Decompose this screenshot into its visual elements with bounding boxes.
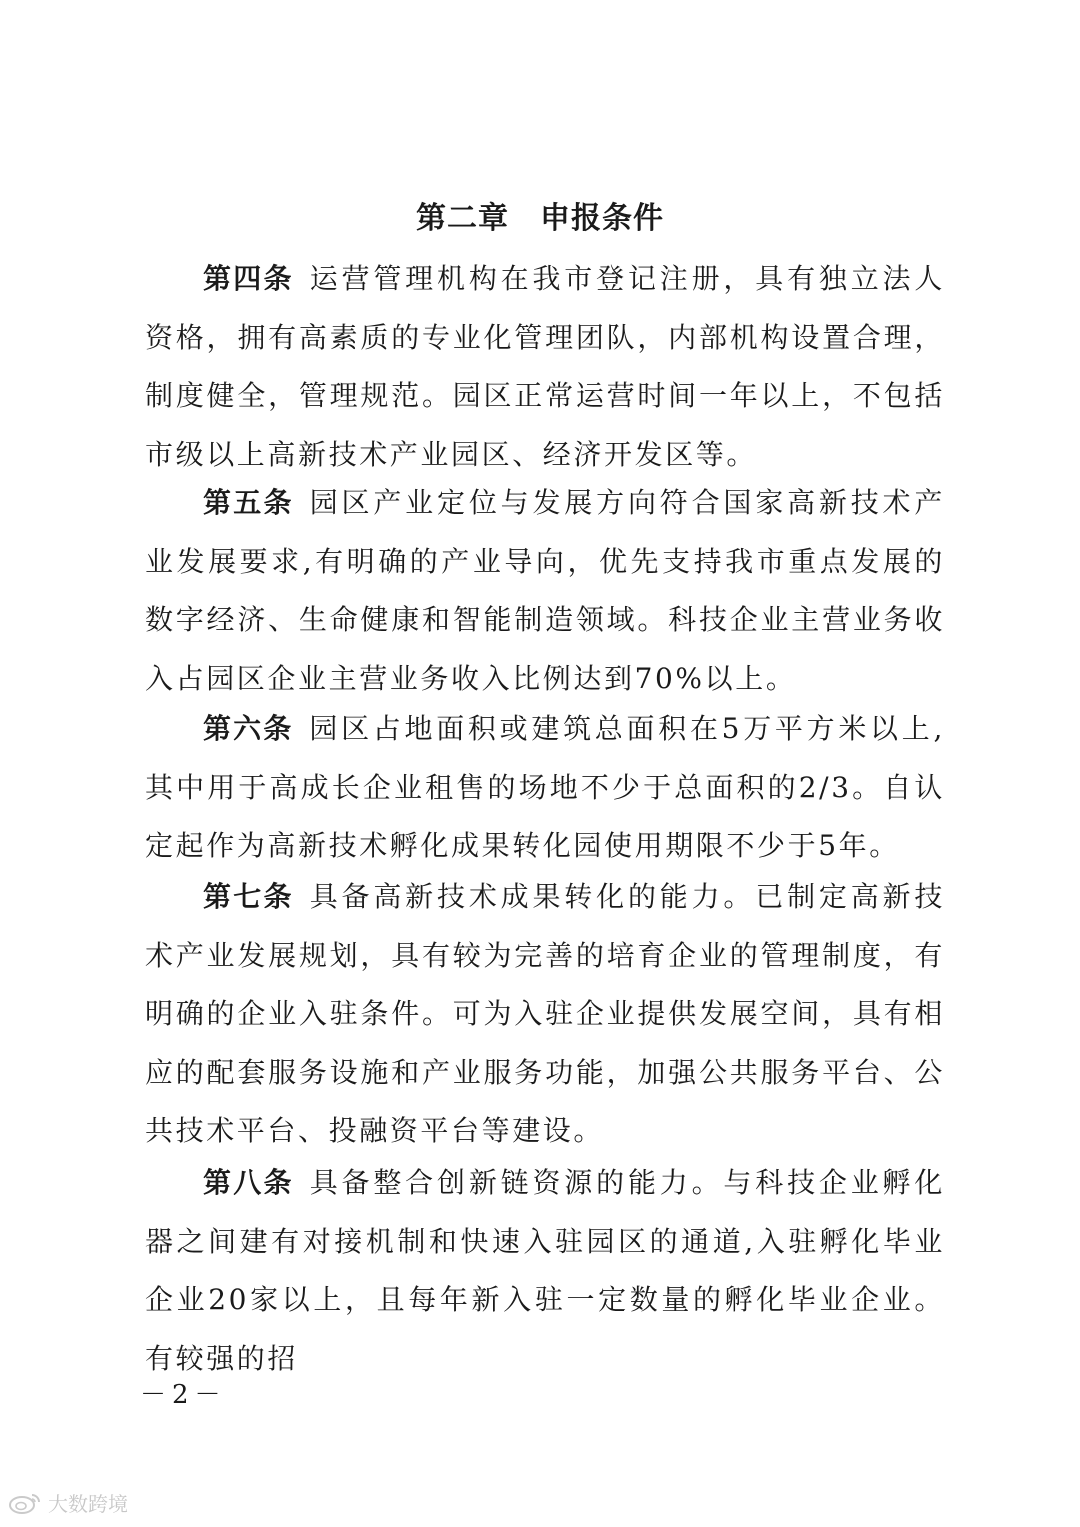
article-number: 第八条 [203, 1166, 294, 1199]
article-4 [145, 250, 945, 484]
article-text: 园区产业定位与发展方向符合国家高新技术产业发展要求,有明确的产业导向，优先支持我市重点发展的数字经济、生命健康和智能制造领域。科技企业主营业务收入占园区企业主营业务收入比例达到70%以上。 [145, 486, 945, 695]
chapter-title: 第二章 申报条件 [416, 201, 664, 236]
article-number: 第七条 [203, 880, 294, 913]
article-text: 运营管理机构在我市登记注册，具有独立法人资格，拥有高素质的专业化管理团队，内部机构设置合理，制度健全，管理规范。园区正常运营时间一年以上，不包括市级以上高新技术产业园区、经济开发区等。 [145, 262, 945, 471]
watermark-text: 大数跨境 [48, 1492, 128, 1516]
article-6 [145, 700, 945, 876]
article-8 [145, 1154, 945, 1388]
watermark [8, 1488, 128, 1517]
article-7 [145, 868, 945, 1161]
article-5 [145, 474, 945, 708]
article-number: 第六条 [203, 712, 294, 745]
article-text: 具备整合创新链资源的能力。与科技企业孵化器之间建有对接机制和快速入驻园区的通道,入驻孵化毕业企业20家以上，且每年新入驻一定数量的孵化毕业企业。有较强的招 [145, 1166, 945, 1375]
weibo-logo-icon [8, 1492, 42, 1514]
article-number: 第五条 [203, 486, 294, 519]
article-text: 园区占地面积或建筑总面积在5万平方米以上,其中用于高成长企业租售的场地不少于总面积的2/3。自认定起作为高新技术孵化成果转化园使用期限不少于5年。 [145, 712, 945, 862]
article-number: 第四条 [203, 262, 294, 295]
page-number: －2－ [140, 1380, 227, 1410]
article-text: 具备高新技术成果转化的能力。已制定高新技术产业发展规划，具有较为完善的培育企业的管理制度，有明确的企业入驻条件。可为入驻企业提供发展空间，具有相应的配套服务设施和产业服务功能，加强公共服务平台、公共技术平台、投融资平台等建设。 [145, 880, 945, 1147]
